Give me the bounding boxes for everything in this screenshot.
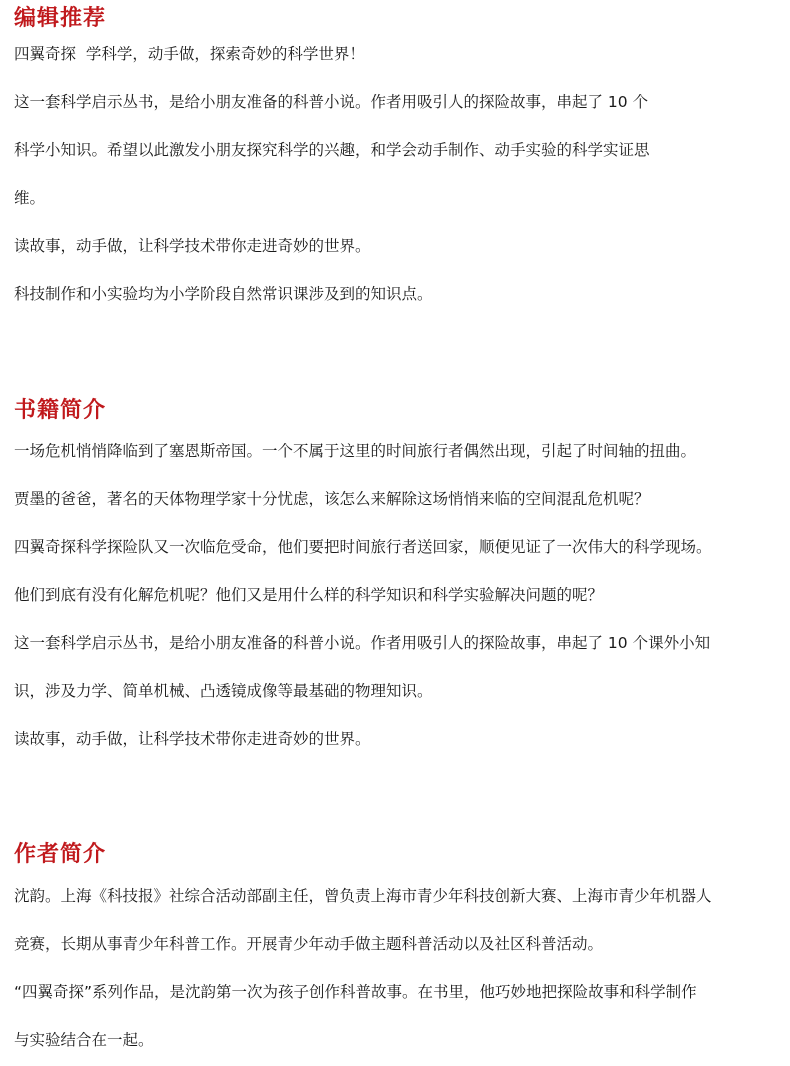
paragraph-line: 读故事，动手做，让科学技术带你走进奇妙的世界。	[14, 730, 371, 748]
paragraph-line: 他们到底有没有化解危机呢？他们又是用什么样的科学知识和科学实验解决问题的呢？	[14, 586, 604, 604]
paragraph-line: 科学小知识。希望以此激发小朋友探究科学的兴趣，和学会动手制作、动手实验的科学实证思	[14, 141, 650, 159]
section-editor-recommendation	[14, 4, 784, 303]
section-heading: 书籍简介	[14, 398, 107, 423]
paragraph-line: 这一套科学启示丛书，是给小朋友准备的科普小说。作者用吸引人的探险故事，串起了 10 个	[14, 93, 649, 111]
section-heading: 编辑推荐	[14, 6, 107, 31]
paragraph-line: 读故事，动手做，让科学技术带你走进奇妙的世界。	[14, 237, 371, 255]
section-book-introduction	[14, 396, 784, 748]
paragraph-line: 四翼奇探 学科学，动手做，探索奇妙的科学世界！	[14, 45, 365, 63]
paragraph-line: 贾墨的爸爸，著名的天体物理学家十分忧虑，该怎么来解除这场悄悄来临的空间混乱危机呢？	[14, 490, 650, 508]
paragraph-line: 与实验结合在一起。	[14, 1031, 154, 1049]
paragraph-line: 竞赛，长期从事青少年科普工作。开展青少年动手做主题科普活动以及社区科普活动。	[14, 935, 604, 953]
paragraph-line: 四翼奇探科学探险队又一次临危受命，他们要把时间旅行者送回家，顺便见证了一次伟大的科学现场。	[14, 538, 712, 556]
paragraph-line: “四翼奇探”系列作品，是沈韵第一次为孩子创作科普故事。在书里，他巧妙地把探险故事和科学制作	[14, 983, 697, 1001]
section-heading: 作者简介	[14, 842, 107, 867]
section-author-introduction	[14, 840, 784, 1049]
paragraph-line: 一场危机悄悄降临到了塞恩斯帝国。一个不属于这里的时间旅行者偶然出现，引起了时间轴的扭曲。	[14, 442, 697, 460]
paragraph-line: 识，涉及力学、简单机械、凸透镜成像等最基础的物理知识。	[14, 682, 433, 700]
paragraph-line: 科技制作和小实验均为小学阶段自然常识课涉及到的知识点。	[14, 285, 433, 303]
paragraph-line: 维。	[14, 189, 46, 207]
paragraph-line: 这一套科学启示丛书，是给小朋友准备的科普小说。作者用吸引人的探险故事，串起了 10 个课外小知	[14, 634, 711, 652]
paragraph-line: 沈韵。上海《科技报》社综合活动部副主任，曾负责上海市青少年科技创新大赛、上海市青少年机器人	[14, 887, 712, 905]
